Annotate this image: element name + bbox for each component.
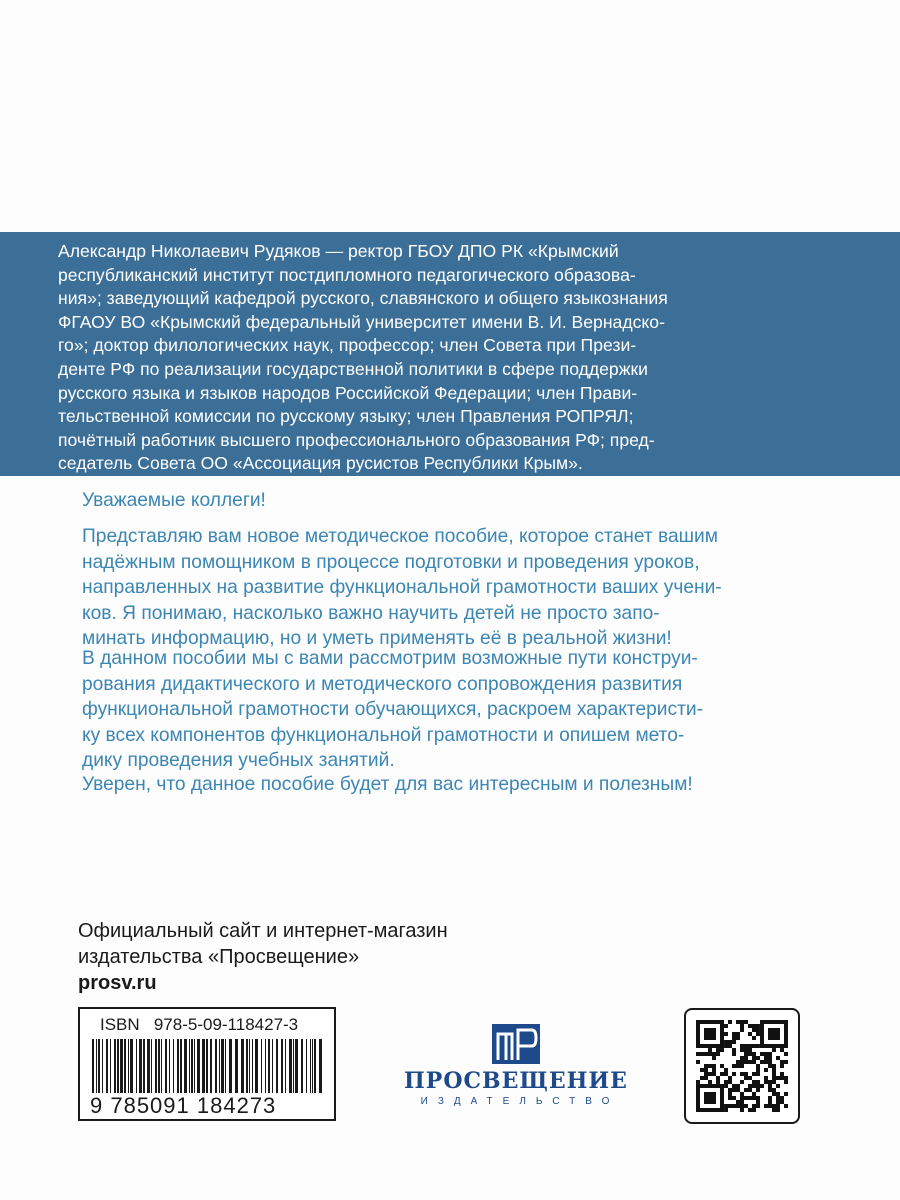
letter-paragraph-1: Представляю вам новое методическое пособие, которое станет вашим надёжным помощником в процессе подготовки и проведения уроков, направленных на развитие функциональной грамотности ваших учени- ков. Я понимаю, насколько важно научить детей не просто запо- минать информацию, но и уметь применять её в реальной жизни! xyxy=(82,526,722,649)
publisher-url: prosv.ru xyxy=(78,972,157,994)
publisher-info xyxy=(78,918,448,996)
bio-line: республиканский институт постдипломного педагогического образова- xyxy=(58,264,636,285)
letter-paragraph-2: В данном пособии мы с вами рассмотрим возможные пути конструи- рования дидактического и методического сопровождения развития функциональной грамотности обучающихся, раскроем характеристи- ку всех компонентов функциональной грамотности и опишем мето- дику проведения учебных занятий. xyxy=(82,648,703,771)
prosveshchenie-logo-icon xyxy=(492,1024,540,1064)
isbn-label: ISBN 978-5-09-118427-3 xyxy=(100,1015,299,1034)
bio-line: Александр Николаевич Рудяков — ректор ГБОУ ДПО РК «Крымский xyxy=(58,241,619,261)
bio-line: почётный работник высшего профессионального образования РФ; пред- xyxy=(58,429,655,450)
publisher-logo xyxy=(398,1024,634,1114)
logo-name: ПРОСВЕЩЕНИЕ xyxy=(404,1068,628,1094)
author-bio xyxy=(58,240,838,476)
letter-closing: Уверен, что данное пособие будет для вас интересным и полезным! xyxy=(82,774,693,795)
bio-line: седатель Совета ОО «Ассоциация русистов Республики Крым». xyxy=(58,453,583,474)
bio-line: русского языка и языков народов Российской Федерации; член Прави- xyxy=(58,382,638,403)
logo-subtitle: ИЗДАТЕЛЬСТВО xyxy=(420,1096,620,1107)
barcode-bars xyxy=(88,1039,328,1101)
ean-digits: 9 785091 184273 xyxy=(90,1093,330,1119)
publisher-line: Официальный сайт и интернет-магазин xyxy=(78,920,448,942)
bio-line: денте РФ по реализации государственной политики в сфере поддержки xyxy=(58,358,648,379)
qr-code xyxy=(684,1008,800,1124)
bio-line: ФГАОУ ВО «Крымский федеральный университет имени В. И. Вернадско- xyxy=(58,311,665,332)
isbn-barcode xyxy=(78,1007,336,1121)
publisher-line: издательства «Просвещение» xyxy=(78,946,360,968)
qr-code-icon xyxy=(696,1020,788,1112)
bio-line: тельственной комиссии по русскому языку; член Правления РОПРЯЛ; xyxy=(58,406,634,427)
bio-line: ния»; заведующий кафедрой русского, славянского и общего языкознания xyxy=(58,288,668,309)
letter-greeting: Уважаемые коллеги! xyxy=(82,490,266,511)
bio-line: го»; доктор филологических наук, профессор; член Совета при Прези- xyxy=(58,335,637,356)
